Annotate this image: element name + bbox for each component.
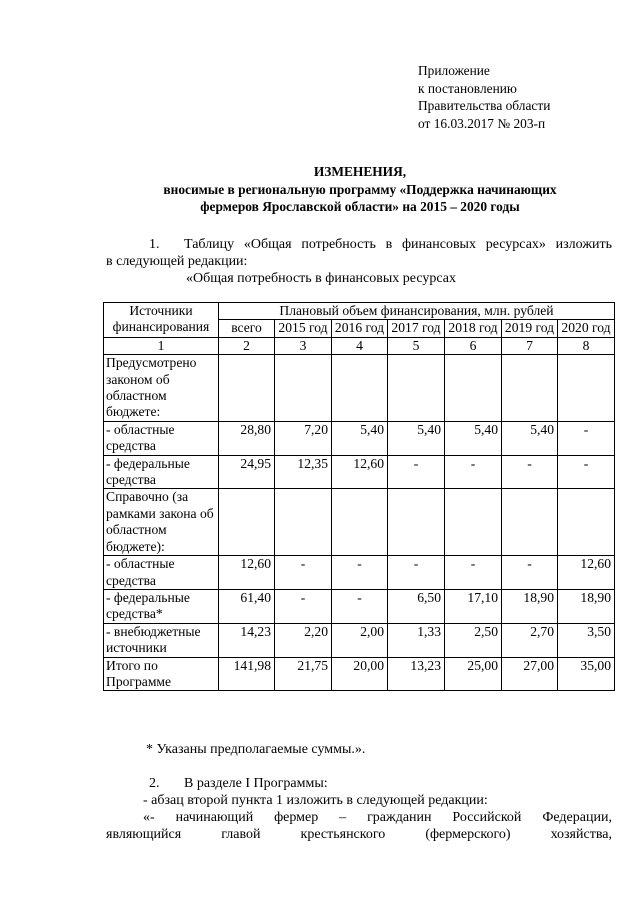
table-cell: 7,20 <box>275 421 332 455</box>
table-cell: 20,00 <box>332 657 388 691</box>
appendix-line: Правительства области <box>418 98 551 113</box>
table-cell <box>275 355 332 422</box>
table-cell <box>275 489 332 556</box>
appendix-line: от 16.03.2017 № 203-п <box>418 115 546 131</box>
header-year: 2020 год <box>558 320 615 337</box>
footnote: * Указаны предполагаемые суммы.». <box>146 742 366 757</box>
table-cell <box>219 355 275 422</box>
title-line: фермеров Ярославской области» на 2015 – 2020 годы <box>200 199 520 214</box>
quote-word: «- <box>143 810 155 825</box>
table-row <box>104 455 615 489</box>
table-cell: 12,60 <box>332 455 388 489</box>
column-number: 7 <box>502 337 558 354</box>
table-cell: 1,33 <box>388 623 445 657</box>
item-2-sub: - абзац второй пункта 1 изложить в следующей редакции: <box>143 793 488 808</box>
table-row <box>104 623 615 657</box>
quote-word: Российской <box>452 810 522 825</box>
financing-table <box>103 302 615 691</box>
quote-line-2 <box>106 826 612 843</box>
table-cell: - <box>445 455 502 489</box>
table-cell <box>502 355 558 422</box>
quote-word: – <box>339 810 347 825</box>
column-number: 3 <box>275 337 332 354</box>
table-row <box>104 556 615 590</box>
quote-word: главой <box>221 827 261 842</box>
item-1-paragraph <box>106 236 612 270</box>
table-cell: - <box>445 556 502 590</box>
table-cell: 3,50 <box>558 623 615 657</box>
table-caption: «Общая потребность в финансовых ресурсах <box>186 271 456 286</box>
table-cell: 12,60 <box>558 556 615 590</box>
table-cell: 12,60 <box>219 556 275 590</box>
table-cell: 24,95 <box>219 455 275 489</box>
header-year: 2018 год <box>445 320 502 337</box>
table-cell <box>558 355 615 422</box>
item-2-text: В разделе I Программы: <box>184 776 328 791</box>
table-cell: 2,70 <box>502 623 558 657</box>
column-number: 4 <box>332 337 388 354</box>
table-cell: - <box>332 556 388 590</box>
table-cell: 18,90 <box>502 589 558 623</box>
title-line: вносимые в региональную программу «Поддержка начинающих <box>163 181 557 197</box>
table-cell <box>332 355 388 422</box>
table-cell: 25,00 <box>445 657 502 691</box>
table-cell: 2,00 <box>332 623 388 657</box>
table-cell: 17,10 <box>445 589 502 623</box>
table-cell: 14,23 <box>219 623 275 657</box>
quote-word: начинающий <box>175 810 254 825</box>
item-1-first-line <box>106 236 612 253</box>
quote-word: гражданин <box>367 810 432 825</box>
table-row <box>104 489 615 556</box>
appendix-line: Приложение <box>418 63 490 78</box>
table-cell <box>332 489 388 556</box>
item-1-text: Таблицу «Общая потребность в финансовых ресурсах» изложить <box>184 237 612 252</box>
title-line: ИЗМЕНЕНИЯ, <box>313 164 407 179</box>
item-2-number: 2. <box>149 776 160 791</box>
appendix-block <box>418 62 550 132</box>
quote-word: хозяйства, <box>550 827 612 842</box>
table-cell: 2,20 <box>275 623 332 657</box>
table-row <box>104 355 615 422</box>
table-cell <box>219 489 275 556</box>
header-total: всего <box>219 320 275 337</box>
table-header-row <box>104 303 615 320</box>
item-2-paragraph <box>106 775 612 843</box>
table-cell: 141,98 <box>219 657 275 691</box>
column-number: 1 <box>104 337 219 354</box>
table-cell <box>558 489 615 556</box>
table-cell <box>388 355 445 422</box>
header-year: 2019 год <box>502 320 558 337</box>
header-sources: Источники финансирования <box>104 303 219 338</box>
table-cell: 13,23 <box>388 657 445 691</box>
quote-word: фермер <box>274 810 319 825</box>
row-label: Итого по Программе <box>104 657 219 691</box>
table-cell: - <box>502 556 558 590</box>
document-title <box>100 163 620 216</box>
header-year: 2017 год <box>388 320 445 337</box>
column-number: 6 <box>445 337 502 354</box>
table-cell: 18,90 <box>558 589 615 623</box>
quote-word: крестьянского <box>300 827 386 842</box>
item-1-second-line: в следующей редакции: <box>106 254 248 269</box>
table-cell: - <box>558 455 615 489</box>
table-row <box>104 421 615 455</box>
row-label: - областные средства <box>104 556 219 590</box>
item-2-first-line <box>106 775 612 792</box>
table-row <box>104 589 615 623</box>
table-cell: 5,40 <box>445 421 502 455</box>
quote-word: (фермерского) <box>425 827 511 842</box>
table-cell: 28,80 <box>219 421 275 455</box>
table-cell <box>445 489 502 556</box>
table-cell: - <box>502 455 558 489</box>
table-row <box>104 657 615 691</box>
column-number: 2 <box>219 337 275 354</box>
table-cell <box>502 489 558 556</box>
table-cell: 6,50 <box>388 589 445 623</box>
quote-line-1 <box>106 809 612 826</box>
header-year: 2016 год <box>332 320 388 337</box>
table-cell: - <box>388 556 445 590</box>
table-cell: 2,50 <box>445 623 502 657</box>
item-1-number: 1. <box>149 237 160 252</box>
table-cell: - <box>275 589 332 623</box>
row-label: - федеральные средства* <box>104 589 219 623</box>
table-cell <box>445 355 502 422</box>
table-cell: - <box>388 455 445 489</box>
column-number: 8 <box>558 337 615 354</box>
table-cell <box>388 489 445 556</box>
table-cell: 61,40 <box>219 589 275 623</box>
table-cell: 27,00 <box>502 657 558 691</box>
row-label: Справочно (за рамками закона об областном бюджете): <box>104 489 219 556</box>
header-year: 2015 год <box>275 320 332 337</box>
row-label: - областные средства <box>104 421 219 455</box>
table-cell: 12,35 <box>275 455 332 489</box>
quote-word: Федерации, <box>542 810 612 825</box>
header-plan: Плановый объем финансирования, млн. рублей <box>219 303 615 320</box>
table-cell: 5,40 <box>388 421 445 455</box>
table-body <box>104 303 615 691</box>
column-number: 5 <box>388 337 445 354</box>
row-label: Предусмотрено законом об областном бюджете: <box>104 355 219 422</box>
table-cell: 35,00 <box>558 657 615 691</box>
quote-word: являющийся <box>106 827 182 842</box>
table-cell: - <box>275 556 332 590</box>
table-cell: - <box>332 589 388 623</box>
appendix-line: к постановлению <box>418 80 517 96</box>
table-cell: 21,75 <box>275 657 332 691</box>
table-cell: 5,40 <box>502 421 558 455</box>
table-cell: - <box>558 421 615 455</box>
table-cell: 5,40 <box>332 421 388 455</box>
row-label: - внебюджетные источники <box>104 623 219 657</box>
row-label: - федеральные средства <box>104 455 219 489</box>
column-number-row <box>104 337 615 354</box>
